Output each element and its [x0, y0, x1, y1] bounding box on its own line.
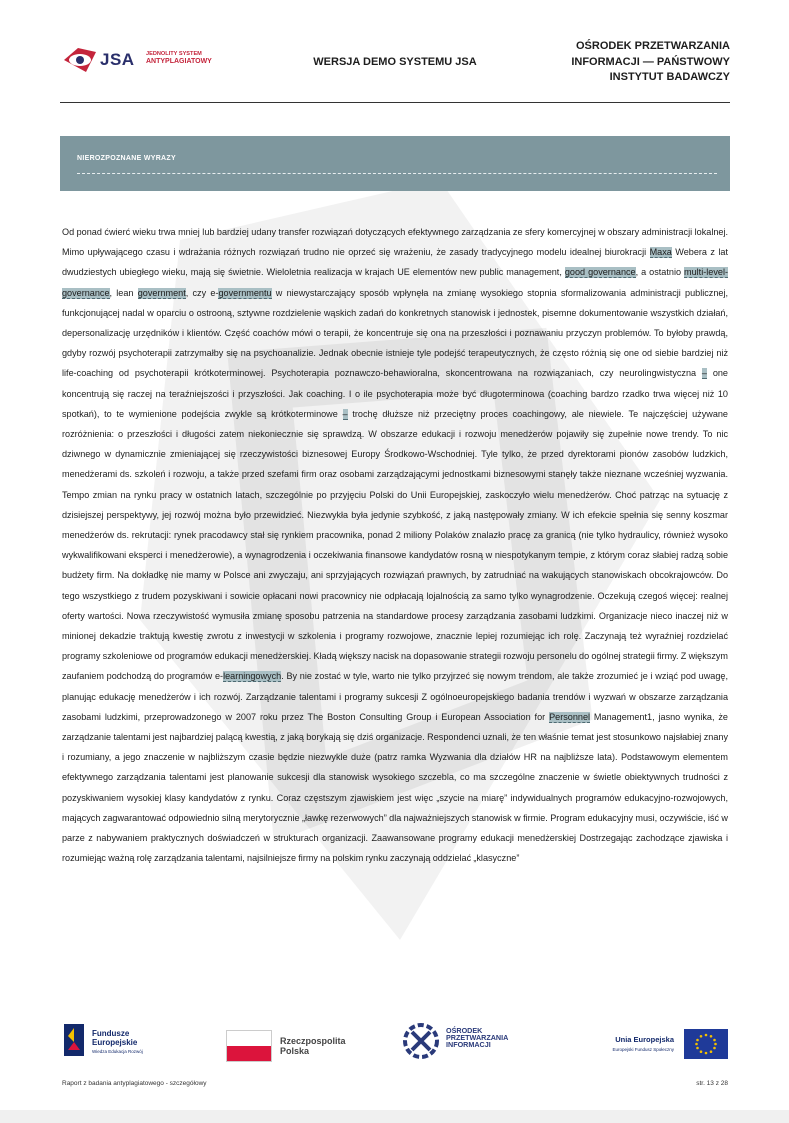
opi-line-1: OŚRODEK [446, 1026, 483, 1035]
body-text: Od ponad ćwierć wieku trwa mniej lub bardziej udany transfer rozwiązań dotyczących efektywnego zarządzania ze sfery komercyjnej w obszary administracji lokalnej. Mimo upływającego czasu i wdrażania różnych rozwiązań trudno nie oprzeć się wrażeniu, że zasady tradycyjnego modelu idealnej biurokracji [62, 227, 728, 258]
jsa-logo [62, 44, 212, 78]
body-text: Management1, jasno wynika, że zarządzanie talentami jest najbardziej palącą kwestią, z jaką borykają się dziś organizacje. Respondenci uznali, że ten właśnie temat jest stosunkowo najsłabiej znany i rozumiany, a jego znaczenie w najbliższym czasie będzie niezwykle duże (patrz ramka Wyzwania dla działów HR na najbliższe lata). Podstawowym elementem efektywnego zarządzania talentami jest planowanie sukcesji dla stanowisk wysokiego szczebla, co ma szczególne znaczenie w świetle obiektywnych trudności z pozyskiwaniem wysokiej klasy kandydatów z rynku. Coraz częstszym zjawiskiem jest więc „szycie na miarę” indywidualnych programów edukacyjno-rozwojowych, mających zagwarantować odpowiednio silną merytorycznie „ławkę rezerwowych” dla najważniejszych stanowisk w firmie. Program edukacyjny musi, oczywiście, iść w parze z nabywaniem praktycznych doświadczeń w strukturach organizacji. Zaawansowane programy edukacji menedżerskiej Dostrzegając zachodzące zjawiska i rozumiejąc ważną rolę zarządzania talentami, najsilniejsze firmy na polskim rynku zaczynają oddzielać „klasyczne” [62, 711, 728, 864]
opi-logo [402, 1022, 542, 1064]
unrecognized-word: learningowych [223, 671, 282, 682]
unrecognized-word: Maxa [649, 247, 672, 258]
ue-subtitle: Europejski Fundusz Społeczny [612, 1047, 674, 1052]
fe-name [92, 1029, 137, 1047]
fe-line-2: Europejskie [92, 1038, 138, 1047]
header-title: WERSJA DEMO SYSTEMU JSA [313, 56, 477, 68]
funding-logos [62, 1022, 728, 1064]
fe-subtitle: Wiedza Edukacja Rozwój [92, 1049, 143, 1054]
unrecognized-word: multi-level-governance [62, 267, 728, 298]
eu-flag-icon [684, 1029, 728, 1059]
jsa-eye-icon [62, 44, 98, 76]
institution-line-1: OŚRODEK PRZETWARZANIA [576, 40, 730, 52]
opi-line-2: PRZETWARZANIA [446, 1033, 509, 1042]
opi-emblem-icon [402, 1022, 440, 1060]
ue-name: Unia Europejska [615, 1035, 674, 1044]
institution-line-3: INSTYTUT BADAWCZY [609, 71, 730, 84]
rzeczpospolita-logo [226, 1024, 366, 1060]
page-bottom-band [0, 1110, 789, 1123]
report-label: Raport z badania antyplagiatowego - szczegółowy [62, 1080, 207, 1087]
page-number: str. 13 z 28 [696, 1080, 728, 1087]
rp-name [280, 1036, 346, 1056]
fe-star-icon [62, 1022, 86, 1058]
body-text: , a ostatnio [635, 267, 685, 278]
body-text: , lean [109, 287, 138, 298]
page-header [60, 30, 730, 103]
fe-line-1: Fundusze [92, 1029, 130, 1038]
document-body [62, 222, 728, 869]
rp-line-1: Rzeczpospolita [280, 1036, 346, 1046]
unrecognized-word: government [137, 287, 186, 298]
logo-subtitle-line-2: ANTYPLAGIATOWY [146, 57, 212, 65]
opi-name [446, 1027, 508, 1048]
body-text: Webera z lat dwudziestych ubiegłego wieku, mają się świetnie. Wieloletnia realizacja w krajach UE elementów new public management, [62, 247, 728, 278]
body-text: w niewystarczający sposób wpłynęła na zmianę wysokiego stopnia sformalizowania administracji publicznej, funkcjonującej nadal w oparciu o ostrooną, sztywne rozdzielenie wąskich zadań do konkretnych stanowisk i jednostek, pisemne dokumentowanie wszystkich działań, depersonalizację urzędników i klientów. Część coachów mówi o terapii, że koncentruje się ona na przeszłości i poznawaniu przyczyn problemów. To byłoby prawdą, gdyby rozwój psychoterapii zatrzymałby się na psychoanalizie. Jednak obecnie istnieje tyle podejść terapeutycznych, że często różnią się one od siebie bardziej niż life-coaching od psychoterapii krótkoterminowej. Psychoterapia poznawczo-behawioralna, skoncentrowana na rozwiązaniach, czy neurolingwistyczna [62, 287, 728, 379]
section-title: NIEROZPOZNANE WYRAZY [77, 155, 176, 162]
body-text: one koncentrują się raczej na teraźniejszości i przyszłości. Jak coaching. I o ile psychoterapia może być długoterminowa (coaching bardzo rzadko trwa więcej niż 10 spotkań), to te wymienione podejścia zwykle są krótkoterminowe [62, 368, 728, 419]
body-text: , czy e- [185, 287, 219, 298]
opi-line-3: INFORMACJI [446, 1040, 491, 1049]
unia-europejska-logo [578, 1027, 728, 1061]
unrecognized-word: governmentu [218, 287, 272, 298]
fundusze-europejskie-logo [62, 1022, 182, 1064]
unrecognized-word: – [701, 368, 707, 379]
unrecognized-word: Personnel [549, 711, 591, 722]
unrecognized-word: – [342, 408, 348, 419]
section-divider [77, 173, 717, 174]
body-text: . By nie zostać w tyle, warto nie tylko przyjrzeć się nowym trendom, ale także zrozumieć je i wziąć pod uwagę, planując edukację menedżerów i ich rozwój. Zarządzanie talentami i programy sukcesji Z ogólnoeuropejskiego badania trendów i wyzwań w obszarze zarządzania zasobami ludzkimi, przeprowadzonego w 2007 roku przez The Boston Consulting Group i European Association for [62, 671, 728, 722]
polish-flag-icon [226, 1030, 272, 1062]
rp-line-2: Polska [280, 1046, 310, 1056]
unrecognized-word: good governance [564, 267, 636, 278]
logo-subtitle-line-1: JEDNOLITY SYSTEM [146, 51, 202, 57]
body-text: trochę dłuższe niż przeciętny proces coachingowy, ale niewiele. Te najczęściej używane rozróżnienia: o przeszłości i długości zatem niekoniecznie się sprawdzą. W obszarze edukacji i rozwoju menedżerów pojawiły się zupełnie nowe trendy. To nic dziwnego w dynamicznie zmieniającej się rzeczywistości biznesowej Europy Środkowo-Wschodniej. Tyle tylko, że przed dyrektorami pionów zasobów ludzkich, menedżerami ds. szkoleń i rozwoju, a także przed szefami firm oraz osobami zarządzającymi jednostkami biznesowymi stanęły także nieznane wcześniej wyzwania. Tempo zmian na rynku pracy w ostatnich latach, szczególnie po przyjęciu Polski do Unii Europejskiej, zaskoczyło wielu menedżerów. Choć patrząc na sytuację z dzisiejszej perspektywy, jej rozwój można było przewidzieć. Niezwykła była jedynie szybkość, z jaką następowały zmiany. W ich efekcie spełnia się senny koszmar menedżerów ds. rekrutacji: rynek pracodawcy stał się rynkiem pracownika, ponad 2 miliony Polaków znalazło pracę za granicą (nie tylko hydraulicy, również wysoko wykwalifikowani eksperci i menedżerowie), a wynagrodzenia i oczekiwania finansowe kandydatów rosną w niespotykanym tempie, z którym coraz słabiej radzą sobie budżety firm. Na dokładkę nie mamy w Polsce ani zwyczaju, ani sprzyjających rozwiązań prawnych, by zatrudniać na wakujących stanowiskach obcokrajowców. Do tego wszystkiego z trudem pozyskiwani i sowicie opłacani nowi pracownicy nie odpłacają lojalnością za samo tylko wynagrodzenie. Oczekują czegoś więcej: realnej oferty wartości. Nowa rzeczywistość wymusiła zmianę sposobu patrzenia na standardowe procesy zarządzania zasobami ludzkimi. Organizacje nieco inaczej niż w minionej dekadzie traktują kwestię zwrotu z inwestycji w szkolenia i programy rozwojowe, znacznie lepiej rozumiejąc ich rolę. Zaczynają też wyraźniej rozdzielać programy szkoleniowe od programów edukacji menedżerskiej. Kładą większy nacisk na dopasowanie strategii rozwoju personelu do ogólnej strategii firmy. Z większym zaufaniem podchodzą do programów e- [62, 408, 728, 682]
section-header [60, 136, 730, 191]
logo-subtitle [146, 51, 212, 66]
institution-line-2: INFORMACJI — PAŃSTWOWY [571, 55, 730, 68]
institution-name [530, 39, 730, 86]
logo-main-text: JSA [100, 50, 135, 69]
